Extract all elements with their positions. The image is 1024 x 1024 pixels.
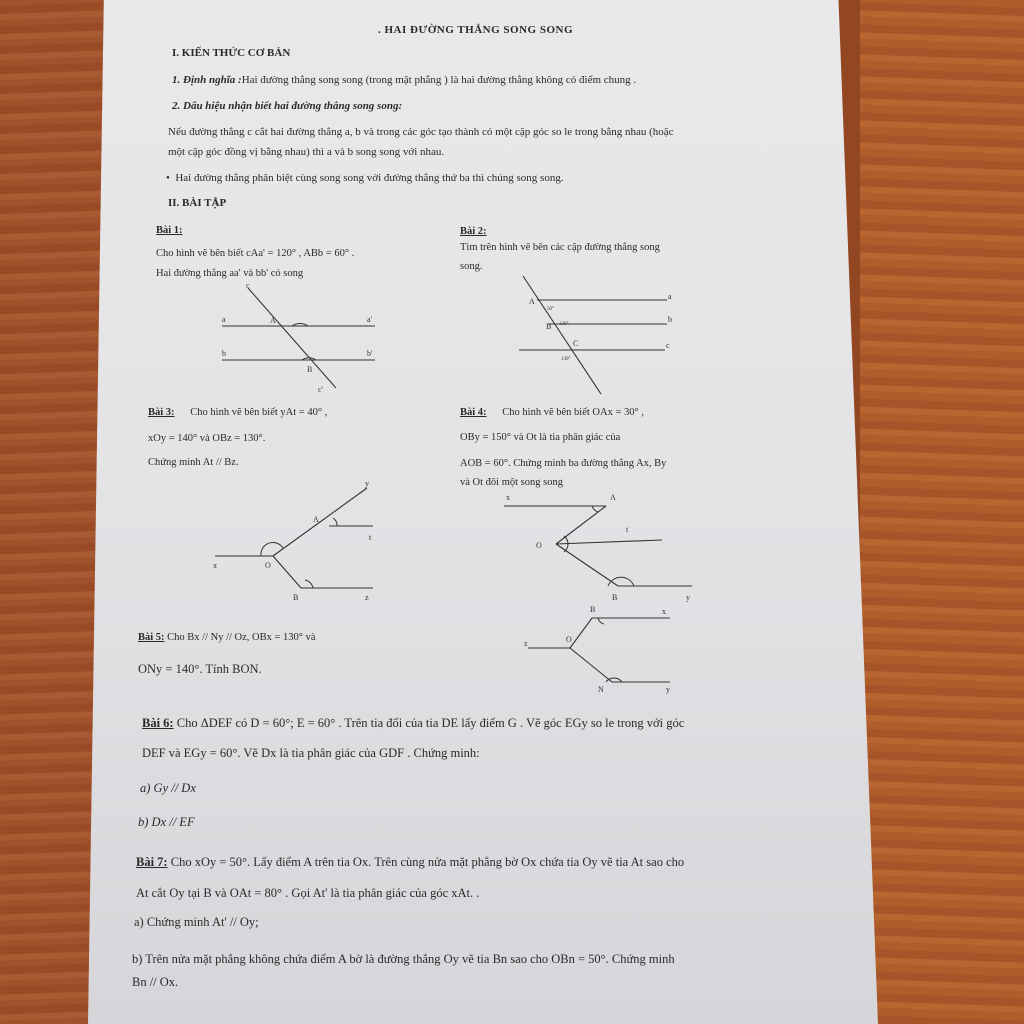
fig3-label-A: A	[313, 515, 319, 524]
fig5-label-N: N	[598, 685, 604, 694]
figure-5	[520, 604, 690, 696]
fig2-label-B: B	[546, 322, 552, 331]
fig1-label-B: B	[307, 365, 313, 374]
fig4-label-B: B	[612, 593, 618, 602]
bai1-label: Bài 1:	[156, 225, 183, 236]
bai6-line-2: DEF và EGy = 60°. Vẽ Dx là tia phân giác của GDF . Chứng minh:	[142, 746, 480, 760]
page-title: . HAI ĐƯỜNG THẲNG SONG SONG	[378, 24, 574, 36]
fig3-label-z: z	[365, 593, 369, 602]
fig4-label-O: O	[536, 541, 542, 550]
fig5-label-z: z	[524, 639, 528, 648]
bullet-item: • Hai đường thẳng phân biệt cùng song song với đường thẳng thứ ba thì chúng song song.	[166, 172, 564, 184]
bai3-line-3: Chứng minh At // Bz.	[148, 457, 239, 468]
fig3-label-B: B	[293, 593, 299, 602]
section-1-heading: I. KIẾN THỨC CƠ BẢN	[172, 47, 291, 59]
bai4-line-2: OBy = 150° và Ot là tia phân giác của	[460, 432, 621, 443]
fig2-label-C: C	[573, 339, 579, 348]
bai4-line-1	[460, 407, 644, 418]
bai5-line-1	[138, 632, 316, 643]
bai5-label: Bài 5:	[138, 632, 165, 643]
fig4-label-y: y	[686, 593, 690, 602]
fig4-label-x: x	[506, 493, 510, 502]
fig2-label-a: a	[668, 292, 672, 301]
bai3-line-1-text: Cho hình vẽ bên biết yAt = 40° ,	[190, 407, 328, 418]
fig1-label-b-prime: b'	[367, 349, 373, 358]
fig1-label-c-prime: c'	[318, 385, 323, 394]
sign-heading: 2. Dấu hiệu nhận biết hai đường thẳng song song:	[172, 100, 403, 112]
wooden-table-right	[860, 0, 1024, 1024]
fig2-label-50: 50°	[547, 307, 554, 312]
figure-3	[205, 478, 385, 606]
bai5-line-2: ONy = 140°. Tính BON.	[138, 662, 262, 676]
bai7-line-1-text: Cho xOy = 50°. Lấy điểm A trên tia Ox. Trên cùng nửa mặt phẳng bờ Ox chứa tia Oy vẽ tia At sao cho	[170, 855, 685, 869]
bai4-line-1-text: Cho hình vẽ bên biết OAx = 30° ,	[502, 407, 644, 418]
bai2-label: Bài 2:	[460, 226, 487, 237]
figure-1	[210, 280, 390, 395]
fig2-label-A: A	[529, 297, 535, 306]
fig4-label-A: A	[610, 493, 616, 502]
bai7-part-b-line-1: b) Trên nửa mặt phẳng không chứa điểm A bờ là đường thẳng Oy vẽ tia Bn sao cho OBn = 50°. Chứng minh	[132, 952, 675, 966]
bai2-line-2: song.	[460, 261, 483, 272]
definition-label: 1. Định nghĩa :	[172, 74, 242, 86]
fig4-label-t: t	[626, 525, 629, 534]
fig2-label-b: b	[668, 315, 672, 324]
bullet-text: Hai đường thẳng phân biệt cùng song song với đường thẳng thứ ba thì chúng song song.	[175, 172, 564, 184]
fig2-label-130a: 130°	[559, 322, 569, 327]
bai3-line-1	[148, 407, 327, 418]
fig3-label-t: t	[369, 533, 372, 542]
bai2-line-1: Tìm trên hình vẽ bên các cặp đường thẳng song	[460, 242, 660, 253]
fig2-label-c: c	[666, 341, 670, 350]
fig5-label-O: O	[566, 635, 572, 644]
sign-line-2: một cặp góc đồng vị bằng nhau) thì a và b song song với nhau.	[168, 146, 445, 158]
bai6-part-a: a) Gy // Dx	[140, 781, 196, 795]
bai1-line-1: Cho hình vẽ bên biết cAa' = 120° , ABb = 60° .	[156, 248, 355, 259]
wooden-table-left	[0, 0, 105, 1024]
bai7-line-1	[136, 855, 684, 870]
bai4-line-4: và Ot đôi một song song	[460, 477, 563, 488]
fig1-label-A: A	[270, 316, 276, 325]
bai6-line-1-text: Cho ΔDEF có D = 60°; E = 60° . Trên tia đối của tia DE lấy điểm G . Vẽ góc EGy so le trong với góc	[176, 716, 685, 730]
bai6-part-b: b) Dx // EF	[138, 815, 195, 829]
figure-2	[515, 272, 675, 397]
bai7-part-b-line-2: Bn // Ox.	[132, 975, 179, 989]
bai7-label: Bài 7:	[136, 855, 168, 869]
fig1-label-a-prime: a'	[367, 315, 372, 324]
definition-text: Hai đường thẳng song song (trong mặt phẳng ) là hai đường thẳng không có điểm chung .	[241, 74, 637, 86]
bai5-line-1-text: Cho Bx // Ny // Oz, OBx = 130° và	[167, 632, 316, 643]
fig5-label-B: B	[590, 605, 596, 614]
fig1-label-c: c	[246, 281, 250, 290]
fig3-label-O: O	[265, 561, 271, 570]
bai6-label: Bài 6:	[142, 716, 174, 730]
fig1-label-b: b	[222, 349, 226, 358]
bai7-line-2: At cắt Oy tại B và OAt = 80° . Gọi At' là tia phân giác của góc xAt. .	[136, 886, 480, 900]
fig3-label-y: y	[365, 479, 369, 488]
section-2-heading: II. BÀI TẬP	[168, 197, 227, 209]
definition	[172, 74, 636, 86]
figure-4	[500, 490, 700, 605]
bai6-line-1	[142, 716, 684, 731]
fig3-label-x: x	[213, 561, 217, 570]
bai4-line-3: AOB = 60°. Chứng minh ba đường thẳng Ax, By	[460, 458, 667, 469]
bai3-line-2: xOy = 140° và OBz = 130°.	[148, 433, 266, 444]
bai7-part-a: a) Chứng minh At' // Oy;	[134, 915, 259, 929]
bai3-label: Bài 3:	[148, 407, 175, 418]
sign-line-1: Nếu đường thẳng c cắt hai đường thẳng a, b và trong các góc tạo thành có một cặp góc so le trong bằng nhau (hoặc	[168, 126, 674, 138]
fig2-label-130b: 130°	[561, 357, 571, 362]
fig5-label-y: y	[666, 685, 670, 694]
fig1-label-a: a	[222, 315, 226, 324]
fig5-label-x: x	[662, 607, 666, 616]
bai1-line-2: Hai đường thẳng aa' và bb' có song	[156, 268, 304, 279]
bai4-label: Bài 4:	[460, 407, 487, 418]
